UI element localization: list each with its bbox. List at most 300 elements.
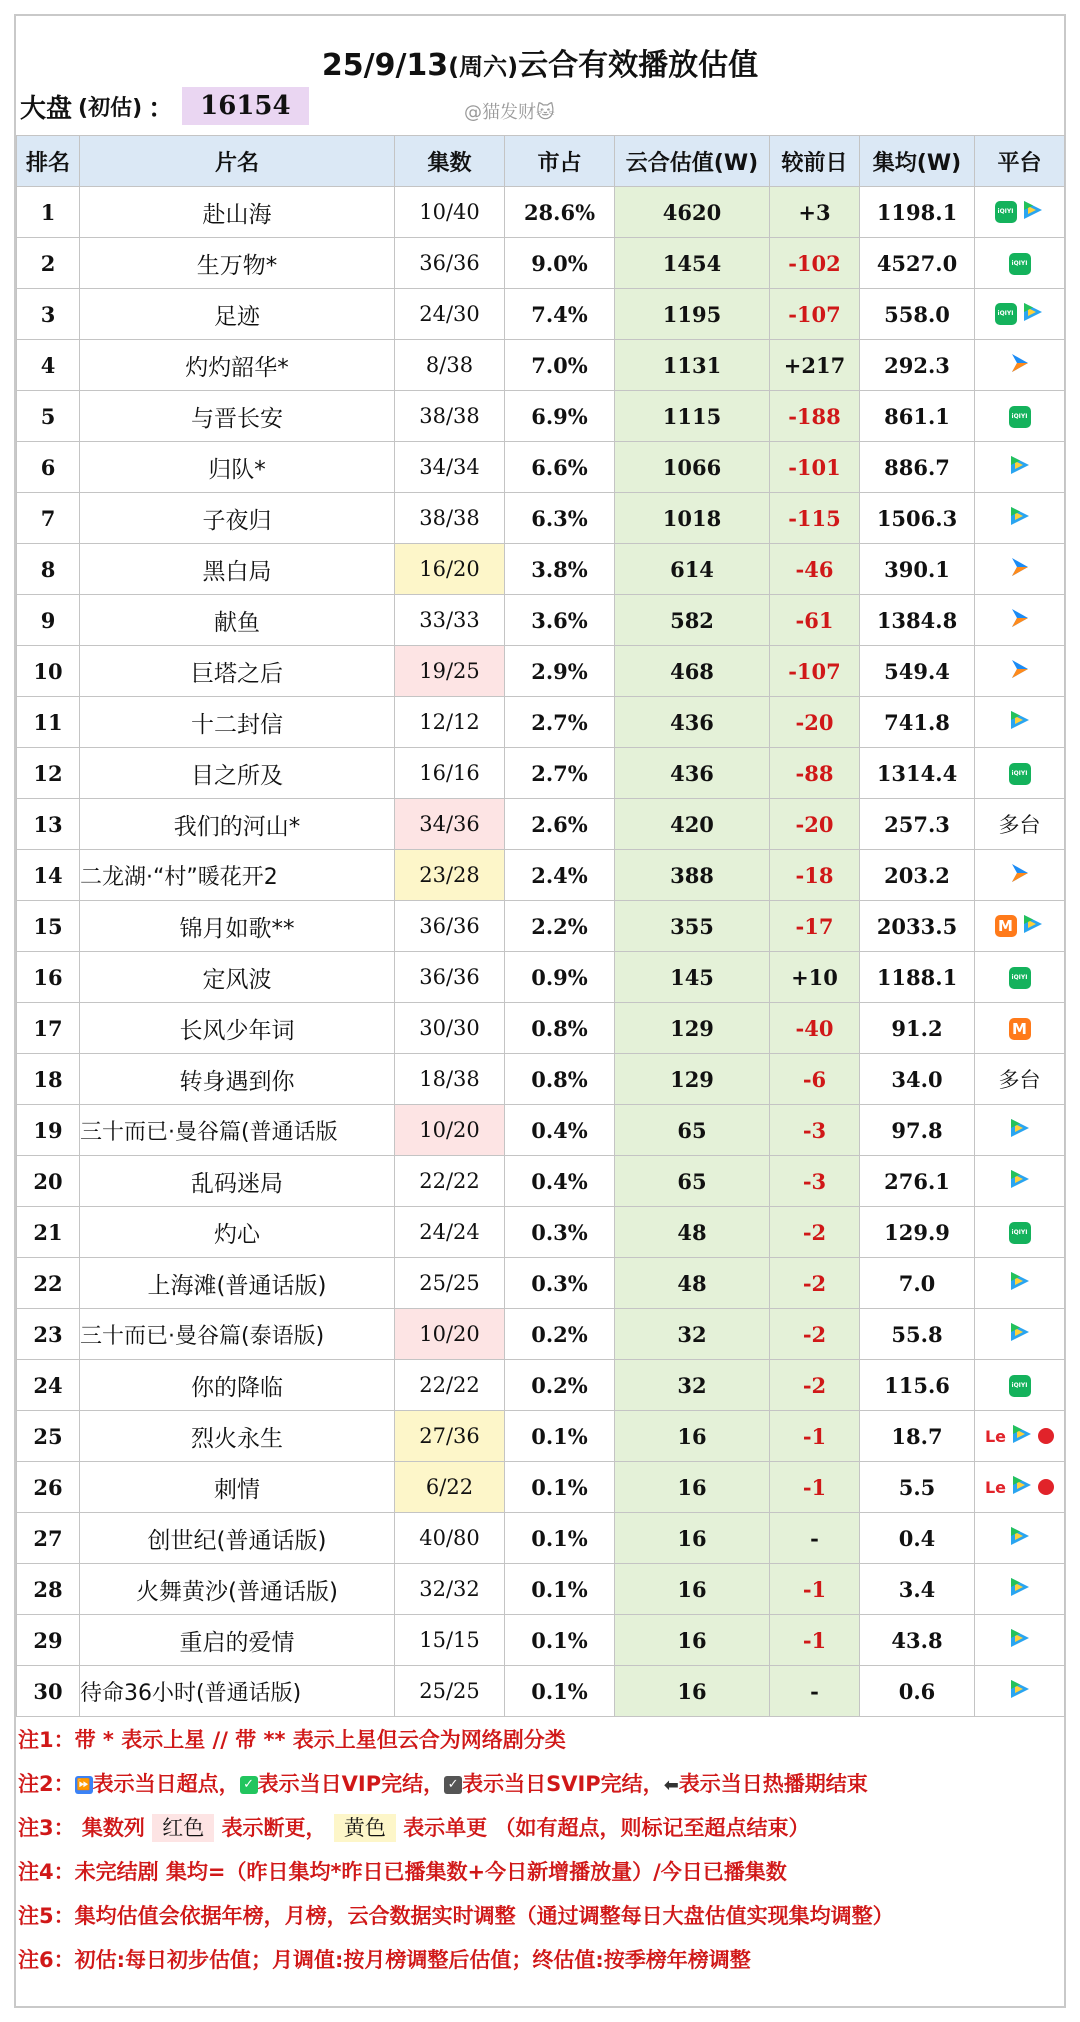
cell-estimate: 4620: [615, 187, 770, 238]
cell-estimate: 1131: [615, 340, 770, 391]
cell-share: 2.7%: [505, 748, 615, 799]
cell-platform: [975, 1360, 1065, 1411]
note-3-prefix: 注3： 集数列: [18, 1816, 145, 1840]
cell-change: -: [770, 1666, 860, 1717]
cell-average: 18.7: [860, 1411, 975, 1462]
table-row: [17, 1411, 1065, 1462]
cell-change: -188: [770, 391, 860, 442]
cell-platform: [975, 952, 1065, 1003]
cell-share: 0.2%: [505, 1309, 615, 1360]
note-3-red-sample: 红色: [152, 1814, 214, 1842]
cell-average: 2033.5: [860, 901, 975, 952]
cell-title: 黑白局: [80, 544, 395, 595]
cell-platform: [975, 1003, 1065, 1054]
cell-episodes: 19/25: [395, 646, 505, 697]
cell-platform: [975, 493, 1065, 544]
cell-title: 刺情: [80, 1462, 395, 1513]
header-name: 片名: [80, 136, 395, 187]
mango-tv-icon: M: [995, 915, 1017, 937]
header-change: 较前日: [770, 136, 860, 187]
cell-share: 0.1%: [505, 1411, 615, 1462]
cell-estimate: 1018: [615, 493, 770, 544]
cell-share: 0.2%: [505, 1360, 615, 1411]
note-2-prefix: 注2：: [18, 1772, 75, 1796]
total-sub: (初估): [78, 95, 143, 121]
cell-title: 灼心: [80, 1207, 395, 1258]
cell-average: 203.2: [860, 850, 975, 901]
cell-title: 归队*: [80, 442, 395, 493]
cell-average: 390.1: [860, 544, 975, 595]
table-body: [17, 187, 1065, 1717]
tencent-video-icon: [1008, 1270, 1032, 1297]
cell-rank: 18: [17, 1054, 80, 1105]
table-header-row: [17, 136, 1065, 187]
cell-platform: [975, 1156, 1065, 1207]
cell-title: 烈火永生: [80, 1411, 395, 1462]
cell-change: -46: [770, 544, 860, 595]
ranking-table: [16, 135, 1065, 1717]
cell-share: 3.6%: [505, 595, 615, 646]
cell-share: 0.8%: [505, 1003, 615, 1054]
cell-title: 二龙湖·“村”暖花开2: [80, 850, 395, 901]
table-row: [17, 646, 1065, 697]
cell-share: 6.9%: [505, 391, 615, 442]
cell-change: -1: [770, 1411, 860, 1462]
cell-change: +10: [770, 952, 860, 1003]
table-row: [17, 1615, 1065, 1666]
cell-platform: [975, 289, 1065, 340]
cell-title: 三十而已·曼谷篇(泰语版): [80, 1309, 395, 1360]
cell-estimate: 614: [615, 544, 770, 595]
cell-average: 7.0: [860, 1258, 975, 1309]
iqiyi-icon: iQIYI: [995, 303, 1017, 325]
youku-icon: [1008, 351, 1032, 380]
note-2-part-c: 表示当日VIP完结，: [257, 1772, 445, 1796]
cell-platform: [975, 850, 1065, 901]
table-row: [17, 595, 1065, 646]
cell-episodes: 34/36: [395, 799, 505, 850]
cell-change: -1: [770, 1615, 860, 1666]
cell-share: 0.9%: [505, 952, 615, 1003]
tencent-video-icon: [1021, 913, 1045, 940]
cell-rank: 16: [17, 952, 80, 1003]
cell-estimate: 65: [615, 1156, 770, 1207]
cell-platform: [975, 646, 1065, 697]
cell-title: 生万物*: [80, 238, 395, 289]
tencent-video-icon: [1008, 1627, 1032, 1654]
cell-estimate: 420: [615, 799, 770, 850]
total-label: 大盘: [20, 93, 73, 124]
cell-episodes: 16/16: [395, 748, 505, 799]
table-row: [17, 1105, 1065, 1156]
cell-episodes: 36/36: [395, 901, 505, 952]
iqiyi-icon: iQIYI: [995, 201, 1017, 223]
cell-rank: 25: [17, 1411, 80, 1462]
cell-average: 4527.0: [860, 238, 975, 289]
cell-average: 1314.4: [860, 748, 975, 799]
cell-rank: 2: [17, 238, 80, 289]
table-row: [17, 340, 1065, 391]
cell-title: 火舞黄沙(普通话版): [80, 1564, 395, 1615]
table-row: [17, 544, 1065, 595]
cell-estimate: 1066: [615, 442, 770, 493]
cell-estimate: 129: [615, 1003, 770, 1054]
cell-share: 0.4%: [505, 1105, 615, 1156]
cell-episodes: 10/20: [395, 1309, 505, 1360]
cell-estimate: 468: [615, 646, 770, 697]
cell-platform: [975, 187, 1065, 238]
cell-rank: 19: [17, 1105, 80, 1156]
cell-platform: [975, 748, 1065, 799]
cell-average: 43.8: [860, 1615, 975, 1666]
notes: [18, 1718, 1064, 1982]
cell-share: 0.4%: [505, 1156, 615, 1207]
cell-rank: 5: [17, 391, 80, 442]
cell-change: -20: [770, 799, 860, 850]
cell-episodes: 36/36: [395, 952, 505, 1003]
cell-rank: 6: [17, 442, 80, 493]
table-row: [17, 1309, 1065, 1360]
cell-rank: 27: [17, 1513, 80, 1564]
youku-red-icon: [1038, 1479, 1054, 1495]
youku-icon: [1008, 606, 1032, 635]
cell-rank: 7: [17, 493, 80, 544]
cell-estimate: 16: [615, 1513, 770, 1564]
cell-title: 足迹: [80, 289, 395, 340]
tencent-video-icon: [1008, 1525, 1032, 1552]
cell-platform: [975, 1309, 1065, 1360]
iqiyi-icon: iQIYI: [1009, 967, 1031, 989]
cell-platform: [975, 799, 1065, 850]
cell-title: 乱码迷局: [80, 1156, 395, 1207]
cell-rank: 3: [17, 289, 80, 340]
cell-estimate: 48: [615, 1207, 770, 1258]
cell-episodes: 15/15: [395, 1615, 505, 1666]
cell-change: -1: [770, 1564, 860, 1615]
cell-average: 91.2: [860, 1003, 975, 1054]
page-title: [0, 40, 1080, 84]
cell-change: -17: [770, 901, 860, 952]
cell-share: 6.6%: [505, 442, 615, 493]
cell-change: -115: [770, 493, 860, 544]
cell-rank: 20: [17, 1156, 80, 1207]
cell-episodes: 30/30: [395, 1003, 505, 1054]
table-row: [17, 391, 1065, 442]
cell-episodes: 25/25: [395, 1666, 505, 1717]
cell-average: 5.5: [860, 1462, 975, 1513]
fast-forward-icon: ⏩: [75, 1776, 93, 1794]
cell-estimate: 16: [615, 1411, 770, 1462]
table-row: [17, 187, 1065, 238]
market-total: [20, 84, 309, 128]
cell-title: 灼灼韶华*: [80, 340, 395, 391]
cell-rank: 9: [17, 595, 80, 646]
cell-share: 2.6%: [505, 799, 615, 850]
tencent-video-icon: [1008, 1117, 1032, 1144]
header-episodes: 集数: [395, 136, 505, 187]
cell-episodes: 6/22: [395, 1462, 505, 1513]
cell-platform: [975, 238, 1065, 289]
cell-share: 6.3%: [505, 493, 615, 544]
cell-platform: [975, 340, 1065, 391]
cell-share: 28.6%: [505, 187, 615, 238]
table-row: [17, 238, 1065, 289]
platform-text: 多台: [998, 1068, 1041, 1092]
tencent-video-icon: [1008, 454, 1032, 481]
cell-average: 97.8: [860, 1105, 975, 1156]
tencent-video-icon: [1008, 1321, 1032, 1348]
cell-change: -2: [770, 1360, 860, 1411]
table-row: [17, 1003, 1065, 1054]
cell-episodes: 22/22: [395, 1360, 505, 1411]
end-arrow-icon: ⬅: [663, 1775, 679, 1796]
total-value: 16154: [182, 87, 308, 125]
platform-text: 多台: [998, 813, 1041, 837]
tencent-video-icon: [1008, 709, 1032, 736]
cell-rank: 30: [17, 1666, 80, 1717]
cell-estimate: 436: [615, 697, 770, 748]
letv-icon: Le: [984, 1477, 1007, 1497]
cell-rank: 4: [17, 340, 80, 391]
cell-platform: [975, 1258, 1065, 1309]
cell-rank: 15: [17, 901, 80, 952]
cell-rank: 10: [17, 646, 80, 697]
cell-rank: 23: [17, 1309, 80, 1360]
cell-platform: [975, 1411, 1065, 1462]
cell-change: +3: [770, 187, 860, 238]
cell-episodes: 40/80: [395, 1513, 505, 1564]
check-mark-icon: ✓: [240, 1776, 258, 1794]
cell-estimate: 16: [615, 1615, 770, 1666]
cell-title: 锦月如歌**: [80, 901, 395, 952]
cell-share: 7.0%: [505, 340, 615, 391]
mango-tv-icon: M: [1009, 1018, 1031, 1040]
tencent-video-icon: [1021, 301, 1045, 328]
cell-share: 2.4%: [505, 850, 615, 901]
table-row: [17, 697, 1065, 748]
cell-title: 转身遇到你: [80, 1054, 395, 1105]
tencent-video-icon: [1021, 199, 1045, 226]
cell-episodes: 10/20: [395, 1105, 505, 1156]
cell-estimate: 32: [615, 1309, 770, 1360]
note-2: [18, 1762, 1064, 1806]
cell-average: 1188.1: [860, 952, 975, 1003]
cell-change: -107: [770, 289, 860, 340]
cell-episodes: 25/25: [395, 1258, 505, 1309]
note-4: 注4：未完结剧 集均=（昨日集均*昨日已播集数+今日新增播放量）/今日已播集数: [18, 1860, 787, 1884]
cell-rank: 1: [17, 187, 80, 238]
table-row: [17, 289, 1065, 340]
cell-average: 1506.3: [860, 493, 975, 544]
cell-average: 558.0: [860, 289, 975, 340]
cell-share: 0.1%: [505, 1666, 615, 1717]
cell-estimate: 436: [615, 748, 770, 799]
cell-estimate: 582: [615, 595, 770, 646]
cell-rank: 29: [17, 1615, 80, 1666]
cell-title: 子夜归: [80, 493, 395, 544]
cell-episodes: 22/22: [395, 1156, 505, 1207]
table-row: [17, 1513, 1065, 1564]
note-2-part-d: 表示当日SVIP完结，: [462, 1772, 664, 1796]
cell-title: 上海滩(普通话版): [80, 1258, 395, 1309]
youku-icon: [1008, 861, 1032, 890]
cell-estimate: 1195: [615, 289, 770, 340]
youku-icon: [1008, 657, 1032, 686]
cell-rank: 14: [17, 850, 80, 901]
cell-estimate: 65: [615, 1105, 770, 1156]
cell-change: -61: [770, 595, 860, 646]
cell-title: 待命36小时(普通话版): [80, 1666, 395, 1717]
cell-title: 创世纪(普通话版): [80, 1513, 395, 1564]
cell-estimate: 145: [615, 952, 770, 1003]
cell-average: 741.8: [860, 697, 975, 748]
cell-title: 巨塔之后: [80, 646, 395, 697]
table-row: [17, 850, 1065, 901]
iqiyi-icon: iQIYI: [1009, 1375, 1031, 1397]
cell-average: 3.4: [860, 1564, 975, 1615]
cell-title: 你的降临: [80, 1360, 395, 1411]
table-row: [17, 799, 1065, 850]
table-row: [17, 952, 1065, 1003]
header-platform: 平台: [975, 136, 1065, 187]
table-row: [17, 442, 1065, 493]
iqiyi-icon: iQIYI: [1009, 406, 1031, 428]
cell-average: 34.0: [860, 1054, 975, 1105]
table-row: [17, 1156, 1065, 1207]
cell-platform: [975, 595, 1065, 646]
cell-episodes: 16/20: [395, 544, 505, 595]
tencent-video-icon: [1008, 1168, 1032, 1195]
tencent-video-icon: [1008, 505, 1032, 532]
cell-episodes: 38/38: [395, 391, 505, 442]
cell-change: -3: [770, 1105, 860, 1156]
cell-platform: [975, 442, 1065, 493]
cell-platform: [975, 1666, 1065, 1717]
table-row: [17, 1207, 1065, 1258]
table-row: [17, 1054, 1065, 1105]
cell-platform: [975, 697, 1065, 748]
note-1: 注1：带 * 表示上星 // 带 ** 表示上星但云合为网络剧分类: [18, 1728, 566, 1752]
cell-estimate: 16: [615, 1666, 770, 1717]
header-average: 集均(W): [860, 136, 975, 187]
cell-share: 0.3%: [505, 1207, 615, 1258]
cell-change: -: [770, 1513, 860, 1564]
cell-share: 2.9%: [505, 646, 615, 697]
cell-episodes: 10/40: [395, 187, 505, 238]
cell-change: -107: [770, 646, 860, 697]
iqiyi-icon: iQIYI: [1009, 763, 1031, 785]
table-row: [17, 1462, 1065, 1513]
cell-average: 1198.1: [860, 187, 975, 238]
table-row: [17, 1258, 1065, 1309]
cell-estimate: 16: [615, 1462, 770, 1513]
cell-share: 7.4%: [505, 289, 615, 340]
cell-estimate: 16: [615, 1564, 770, 1615]
cell-share: 0.8%: [505, 1054, 615, 1105]
cell-rank: 26: [17, 1462, 80, 1513]
cell-episodes: 24/30: [395, 289, 505, 340]
cell-average: 129.9: [860, 1207, 975, 1258]
cell-rank: 13: [17, 799, 80, 850]
table-row: [17, 748, 1065, 799]
cell-change: +217: [770, 340, 860, 391]
cell-platform: [975, 901, 1065, 952]
cell-episodes: 34/34: [395, 442, 505, 493]
header-estimate: 云合估值(W): [615, 136, 770, 187]
cell-platform: [975, 1564, 1065, 1615]
cell-change: -3: [770, 1156, 860, 1207]
cell-share: 0.1%: [505, 1513, 615, 1564]
cell-estimate: 388: [615, 850, 770, 901]
title-text: 云合有效播放估值: [518, 48, 759, 83]
cell-episodes: 12/12: [395, 697, 505, 748]
cell-platform: [975, 1054, 1065, 1105]
cell-title: 赴山海: [80, 187, 395, 238]
note-3-part-b: 表示断更，: [221, 1816, 327, 1840]
iqiyi-icon: iQIYI: [1009, 253, 1031, 275]
cell-share: 0.3%: [505, 1258, 615, 1309]
cell-average: 276.1: [860, 1156, 975, 1207]
note-3: [18, 1806, 1064, 1850]
cell-share: 0.1%: [505, 1462, 615, 1513]
note-2-part-b: 表示当日超点，: [92, 1772, 240, 1796]
note-2-part-e: 表示当日热播期结束: [678, 1772, 868, 1796]
cell-estimate: 1115: [615, 391, 770, 442]
cell-rank: 17: [17, 1003, 80, 1054]
title-weekday: (周六): [448, 53, 519, 81]
cell-share: 0.1%: [505, 1615, 615, 1666]
cell-episodes: 18/38: [395, 1054, 505, 1105]
tencent-video-icon: [1008, 1678, 1032, 1705]
note-3-part-c: 表示单更 （如有超点，则标记至超点结束）: [403, 1816, 810, 1840]
tencent-video-icon: [1010, 1423, 1034, 1450]
table-row: [17, 1564, 1065, 1615]
cell-share: 2.2%: [505, 901, 615, 952]
youku-icon: [1008, 555, 1032, 584]
cell-change: -2: [770, 1207, 860, 1258]
cell-title: 我们的河山*: [80, 799, 395, 850]
cell-change: -101: [770, 442, 860, 493]
cell-episodes: 27/36: [395, 1411, 505, 1462]
cell-platform: [975, 1207, 1065, 1258]
note-3-yellow-sample: 黄色: [334, 1814, 396, 1842]
cell-title: 与晋长安: [80, 391, 395, 442]
cell-platform: [975, 1105, 1065, 1156]
cell-estimate: 48: [615, 1258, 770, 1309]
cell-estimate: 355: [615, 901, 770, 952]
cell-estimate: 32: [615, 1360, 770, 1411]
cell-estimate: 1454: [615, 238, 770, 289]
cell-change: -88: [770, 748, 860, 799]
table-row: [17, 493, 1065, 544]
cell-average: 0.4: [860, 1513, 975, 1564]
cell-average: 115.6: [860, 1360, 975, 1411]
cell-rank: 11: [17, 697, 80, 748]
table-row: [17, 1360, 1065, 1411]
cell-average: 861.1: [860, 391, 975, 442]
cell-share: 2.7%: [505, 697, 615, 748]
cell-change: -2: [770, 1258, 860, 1309]
cell-average: 292.3: [860, 340, 975, 391]
watermark: @猫发财🐱: [464, 102, 555, 123]
cell-episodes: 24/24: [395, 1207, 505, 1258]
cell-average: 0.6: [860, 1666, 975, 1717]
cell-estimate: 129: [615, 1054, 770, 1105]
cell-episodes: 32/32: [395, 1564, 505, 1615]
cell-episodes: 23/28: [395, 850, 505, 901]
title-date: 25/9/13: [321, 48, 449, 83]
youku-red-icon: [1038, 1428, 1054, 1444]
